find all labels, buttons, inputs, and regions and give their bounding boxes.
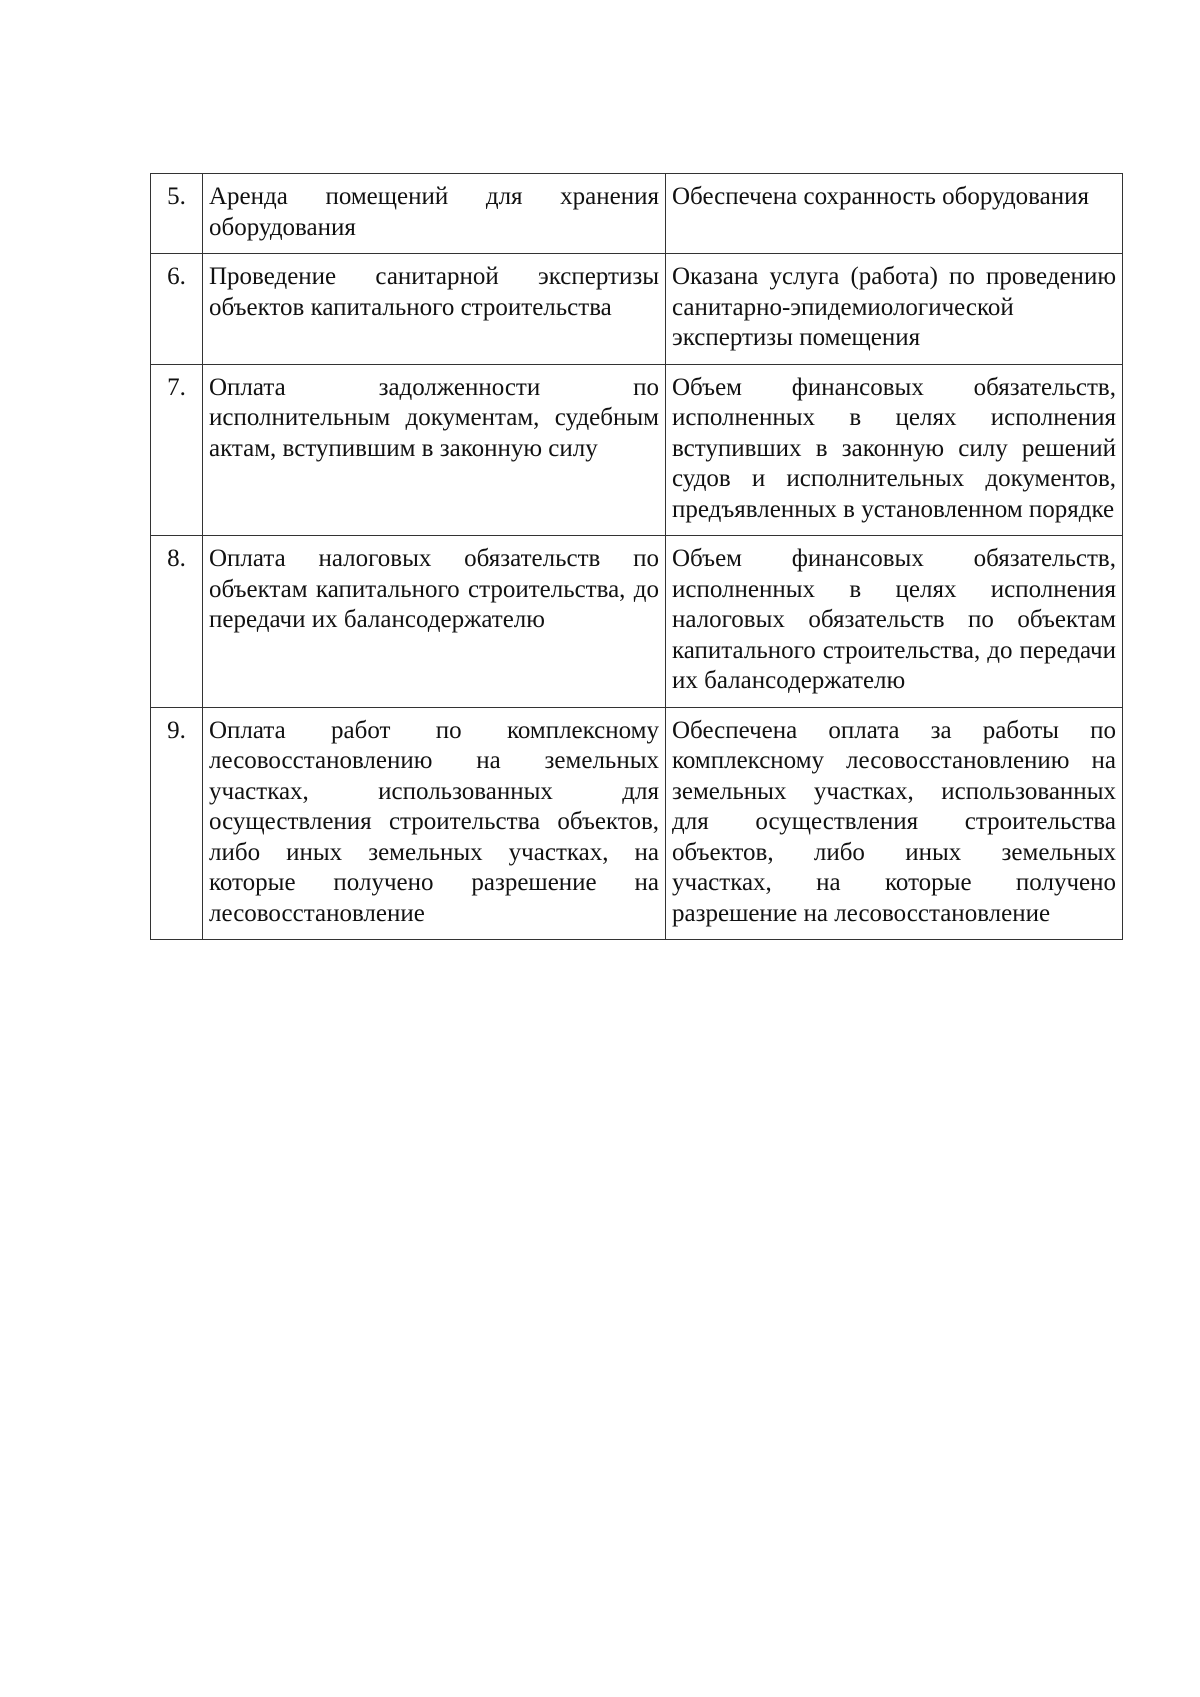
row-number: 8. bbox=[151, 536, 203, 708]
table-row bbox=[151, 536, 1123, 708]
row-number: 7. bbox=[151, 364, 203, 536]
table-row bbox=[151, 364, 1123, 536]
result-description: Обеспечена оплата за работы по комплексному лесовосстановлению на земельных участках, использованных для осуществления строительства объектов, либо иных земельных участках, на которые получено разрешение на лесовосстановление bbox=[666, 707, 1123, 940]
table-row bbox=[151, 254, 1123, 365]
work-description: Оплата задолженности по исполнительным документам, судебным актам, вступившим в законную силу bbox=[203, 364, 666, 536]
work-description: Проведение санитарной экспертизы объектов капитального строительства bbox=[203, 254, 666, 365]
row-number: 9. bbox=[151, 707, 203, 940]
row-number: 5. bbox=[151, 174, 203, 254]
table-row bbox=[151, 707, 1123, 940]
result-description: Объем финансовых обязательств, исполненных в целях исполнения вступивших в законную силу решений судов и исполнительных документов, предъявленных в установленном порядке bbox=[666, 364, 1123, 536]
work-description: Аренда помещений для хранения оборудования bbox=[203, 174, 666, 254]
work-description: Оплата работ по комплексному лесовосстановлению на земельных участках, использованных для осуществления строительства объектов, либо иных земельных участках, на которые получено разрешение на лесовосстановление bbox=[203, 707, 666, 940]
work-description: Оплата налоговых обязательств по объектам капитального строительства, до передачи их балансодержателю bbox=[203, 536, 666, 708]
row-number: 6. bbox=[151, 254, 203, 365]
result-description: Оказана услуга (работа) по проведению санитарно-эпидемиологической экспертизы помещения bbox=[666, 254, 1123, 365]
result-description: Обеспечена сохранность оборудования bbox=[666, 174, 1123, 254]
result-description: Объем финансовых обязательств, исполненных в целях исполнения налоговых обязательств по объектам капитального строительства, до передачи их балансодержателю bbox=[666, 536, 1123, 708]
measures-table bbox=[150, 173, 1123, 940]
table-row bbox=[151, 174, 1123, 254]
